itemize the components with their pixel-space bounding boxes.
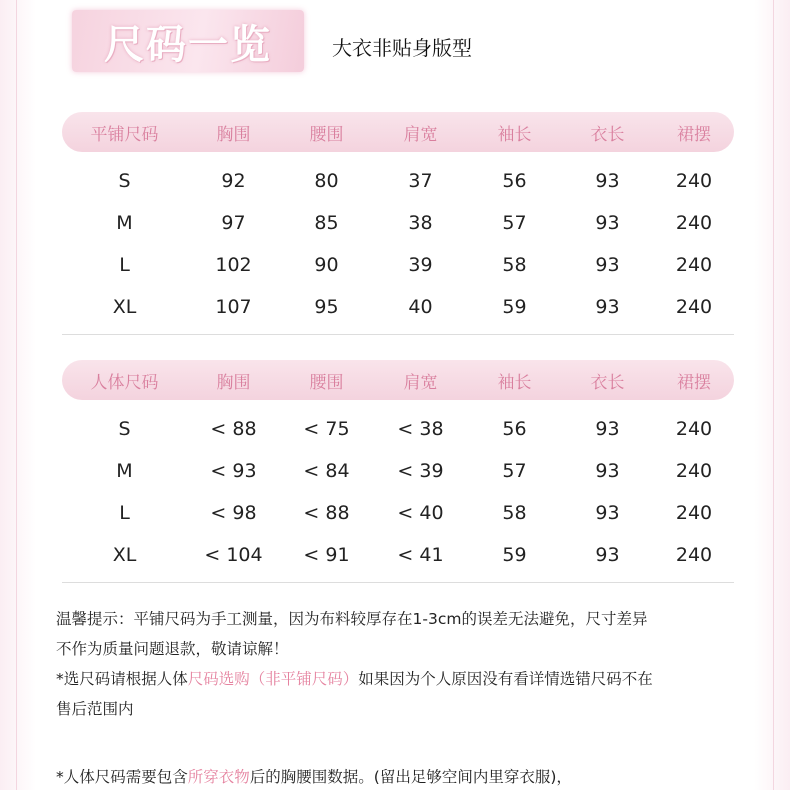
- body-note-suffix: 后的胸腰围数据。(留出足够空间内里穿衣服)，: [249, 768, 572, 786]
- section-divider: [62, 582, 734, 583]
- table-cell: 38: [408, 212, 433, 234]
- table-cell: 56: [502, 170, 527, 192]
- table-cell: < 84: [303, 460, 350, 482]
- table-cell: 37: [408, 170, 433, 192]
- flat-table-header: [62, 112, 734, 152]
- table-cell: 97: [221, 212, 246, 234]
- table-row: [62, 408, 734, 450]
- header-cell: 腰围: [309, 372, 344, 393]
- table-cell: 240: [675, 544, 713, 566]
- table-row: [62, 534, 734, 576]
- table-cell: < 91: [303, 544, 350, 566]
- table-cell: < 38: [397, 418, 444, 440]
- table-cell: 95: [314, 296, 339, 318]
- table-cell: < 39: [397, 460, 444, 482]
- table-cell: < 88: [303, 502, 350, 524]
- page-subtitle: 大衣非贴身版型: [332, 36, 472, 60]
- right-border-line: [773, 0, 774, 790]
- header-cell: 胸围: [216, 372, 251, 393]
- header-cell: 裙摆: [677, 124, 711, 145]
- table-cell: 93: [595, 254, 620, 276]
- header-cell: 袖长: [497, 372, 532, 393]
- tip-line-1: 温馨提示：平铺尺码为手工测量，因为布料较厚存在1-3cm的误差无法避免，尺寸差异: [56, 610, 648, 628]
- table-cell: S: [118, 418, 131, 440]
- table-cell: 93: [595, 170, 620, 192]
- header-cell: 衣长: [590, 372, 625, 393]
- table-cell: M: [116, 460, 133, 482]
- table-cell: 93: [595, 502, 620, 524]
- table-row: [62, 160, 734, 202]
- table-cell: 57: [502, 212, 527, 234]
- title-banner: [72, 10, 304, 72]
- select-note-prefix: *选尺码请根据人体: [56, 670, 188, 688]
- table-cell: 58: [502, 254, 527, 276]
- select-note-line-2: 售后范围内: [56, 700, 134, 718]
- table-row: [62, 286, 734, 328]
- table-cell: < 98: [210, 502, 257, 524]
- table-cell: < 40: [397, 502, 444, 524]
- table-cell: 85: [314, 212, 339, 234]
- section-divider: [62, 334, 734, 335]
- table-cell: 240: [675, 502, 713, 524]
- table-cell: 40: [408, 296, 433, 318]
- table-cell: XL: [112, 544, 137, 566]
- table-cell: 240: [675, 418, 713, 440]
- table-cell: < 41: [397, 544, 444, 566]
- table-cell: 240: [675, 170, 713, 192]
- header-cell: 人体尺码: [90, 372, 159, 393]
- table-cell: 58: [502, 502, 527, 524]
- flat-size-table: [62, 112, 734, 335]
- table-cell: 92: [221, 170, 246, 192]
- table-cell: 59: [502, 544, 527, 566]
- table-cell: 240: [675, 296, 713, 318]
- table-cell: 56: [502, 418, 527, 440]
- header-cell: 肩宽: [403, 124, 438, 145]
- table-cell: 93: [595, 544, 620, 566]
- header-cell: 平铺尺码: [90, 124, 159, 145]
- table-cell: 93: [595, 418, 620, 440]
- table-cell: < 104: [204, 544, 263, 566]
- table-cell: 57: [502, 460, 527, 482]
- table-row: [62, 244, 734, 286]
- table-cell: 93: [595, 460, 620, 482]
- table-cell: < 75: [303, 418, 350, 440]
- select-note-highlight: 尺码选购（非平铺尺码）: [187, 670, 359, 688]
- table-cell: 80: [314, 170, 339, 192]
- table-cell: 102: [215, 254, 252, 276]
- table-cell: 107: [215, 296, 252, 318]
- header-cell: 肩宽: [403, 372, 438, 393]
- table-cell: 240: [675, 460, 713, 482]
- tip-line-2: 不作为质量问题退款，敬请谅解！: [56, 640, 289, 658]
- table-cell: < 93: [210, 460, 257, 482]
- table-cell: 39: [408, 254, 433, 276]
- body-note-prefix: *人体尺码需要包含: [56, 768, 188, 786]
- table-cell: M: [116, 212, 133, 234]
- select-note: [56, 664, 756, 694]
- table-row: [62, 450, 734, 492]
- left-border-line: [16, 0, 17, 790]
- page-title: 尺码一览: [104, 20, 272, 68]
- table-cell: S: [118, 170, 131, 192]
- table-row: [62, 492, 734, 534]
- right-edge-decoration: [754, 0, 790, 790]
- select-note-suffix: 如果因为个人原因没有看详情选错尺码不在: [358, 670, 653, 688]
- table-cell: 59: [502, 296, 527, 318]
- body-size-table: [62, 360, 734, 583]
- body-table-header: [62, 360, 734, 400]
- table-cell: < 88: [210, 418, 257, 440]
- table-cell: 93: [595, 296, 620, 318]
- table-row: [62, 202, 734, 244]
- header-cell: 衣长: [590, 124, 625, 145]
- table-cell: L: [119, 502, 130, 524]
- body-note: [56, 762, 756, 792]
- table-cell: XL: [112, 296, 137, 318]
- header-cell: 胸围: [216, 124, 251, 145]
- table-cell: L: [119, 254, 130, 276]
- header-cell: 袖长: [497, 124, 532, 145]
- header-cell: 裙摆: [677, 372, 711, 393]
- table-cell: 240: [675, 254, 713, 276]
- table-cell: 90: [314, 254, 339, 276]
- left-edge-decoration: [0, 0, 36, 790]
- notes-block: [56, 604, 756, 724]
- body-note-highlight: 所穿衣物: [187, 768, 250, 786]
- table-cell: 93: [595, 212, 620, 234]
- header-cell: 腰围: [309, 124, 344, 145]
- table-cell: 240: [675, 212, 713, 234]
